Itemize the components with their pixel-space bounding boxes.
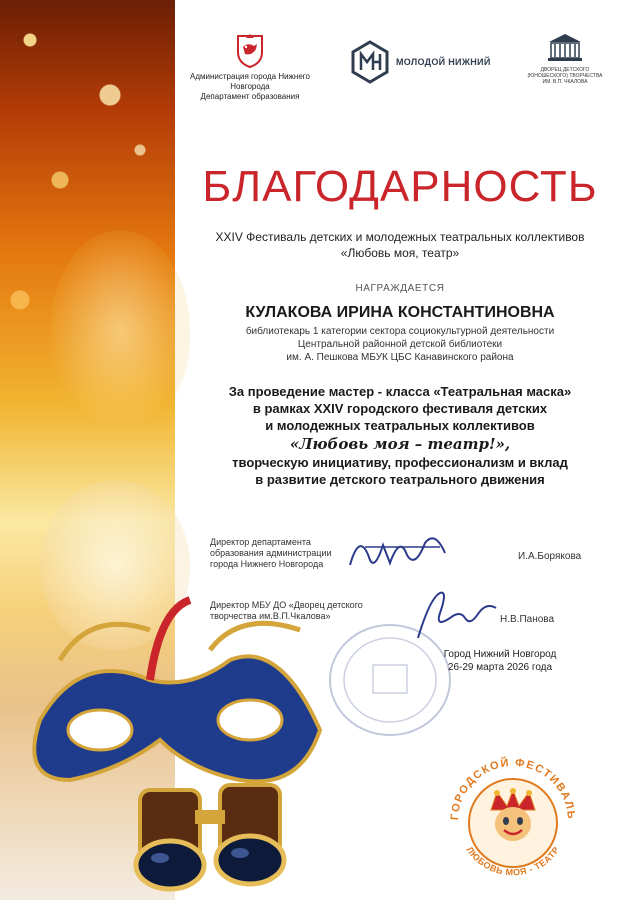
signatory1-title-line1: Директор департамента bbox=[210, 537, 311, 547]
jester-mask-icon bbox=[485, 788, 541, 844]
signatory2-name: Н.В.Панова bbox=[500, 614, 555, 625]
recipient-name: КУЛАКОВА ИРИНА КОНСТАНТИНОВНА bbox=[245, 304, 555, 321]
molodoy-nizhny-logo bbox=[350, 40, 491, 84]
signatory2-title-line2: творчества им.В.П.Чкалова» bbox=[210, 611, 331, 621]
festival-emblem-top-text: ГОРОДСКОЙ ФЕСТИВАЛЬ bbox=[448, 756, 578, 821]
subtitle-line2: «Любовь моя, театр» bbox=[340, 246, 460, 260]
palace-line1: ДВОРЕЦ ДЕТСКОГО bbox=[540, 67, 590, 73]
mn-hexagon-icon bbox=[350, 40, 390, 84]
palace-building-icon bbox=[545, 32, 585, 62]
festival-emblem-bottom-text: ЛЮБОВЬ МОЯ - ТЕАТР bbox=[464, 844, 562, 878]
reason-line5: в развитие детского театрального движения bbox=[255, 472, 545, 487]
festival-name: «Любовь моя – театр!», bbox=[289, 435, 511, 453]
signatory1-name: И.А.Борякова bbox=[518, 551, 582, 562]
reason-line3: и молодежных театральных коллективов bbox=[265, 418, 535, 433]
city-and-dates bbox=[420, 648, 580, 674]
city-label: Город Нижний Новгород bbox=[443, 649, 557, 660]
palace-line3: ИМ. В.П. ЧКАЛОВА bbox=[542, 79, 588, 85]
signature1-handwritten bbox=[345, 525, 455, 575]
administration-line2: Департамент образования bbox=[200, 92, 300, 101]
position-line1: библиотекарь 1 категории сектора социокультурной деятельности bbox=[245, 326, 555, 337]
palace-logo bbox=[525, 32, 605, 85]
reason-line4: творческую инициативу, профессионализм и вклад bbox=[232, 455, 568, 470]
opera-glasses bbox=[136, 785, 284, 889]
molodoy-nizhny-label: МОЛОДОЙ НИЖНИЙ bbox=[396, 57, 491, 67]
nizhny-novgorod-crest-icon bbox=[235, 32, 265, 68]
signature2-handwritten bbox=[410, 588, 500, 643]
mask-and-opera-glasses-decoration bbox=[0, 590, 330, 900]
palace-line2: (ЮНОШЕСКОГО) ТВОРЧЕСТВА bbox=[527, 73, 603, 79]
recipient-position bbox=[180, 325, 620, 364]
administration-line1: Администрация города Нижнего Новгорода bbox=[190, 72, 310, 91]
signatory1-title-line2: образования администрации bbox=[210, 548, 332, 558]
award-reason bbox=[180, 383, 620, 488]
position-line2: Центральной районной детской библиотеки bbox=[297, 339, 503, 350]
signatory1-title-line3: города Нижнего Новгорода bbox=[210, 559, 324, 569]
gold-mask-decoration bbox=[50, 230, 190, 430]
administration-header bbox=[170, 32, 330, 102]
position-line3: им. А. Пешкова МБУК ЦБС Канавинского района bbox=[286, 352, 514, 363]
signatory2-title-line1: Директор МБУ ДО «Дворец детского bbox=[210, 600, 363, 610]
reason-line2: в рамках XXIV городского фестиваля детских bbox=[252, 401, 548, 416]
reason-line1: За проведение мастер - класса «Театральная маска» bbox=[228, 384, 572, 399]
certificate-title: БЛАГОДАРНОСТЬ bbox=[202, 162, 598, 211]
dates-label: 26-29 марта 2026 года bbox=[447, 662, 553, 673]
subtitle-line1: XXIV Фестиваль детских и молодежных театральных коллективов bbox=[215, 230, 585, 244]
signatory1-title bbox=[210, 537, 331, 570]
awarded-label: НАГРАЖДАЕТСЯ bbox=[355, 283, 445, 294]
festival-subtitle bbox=[180, 229, 620, 261]
